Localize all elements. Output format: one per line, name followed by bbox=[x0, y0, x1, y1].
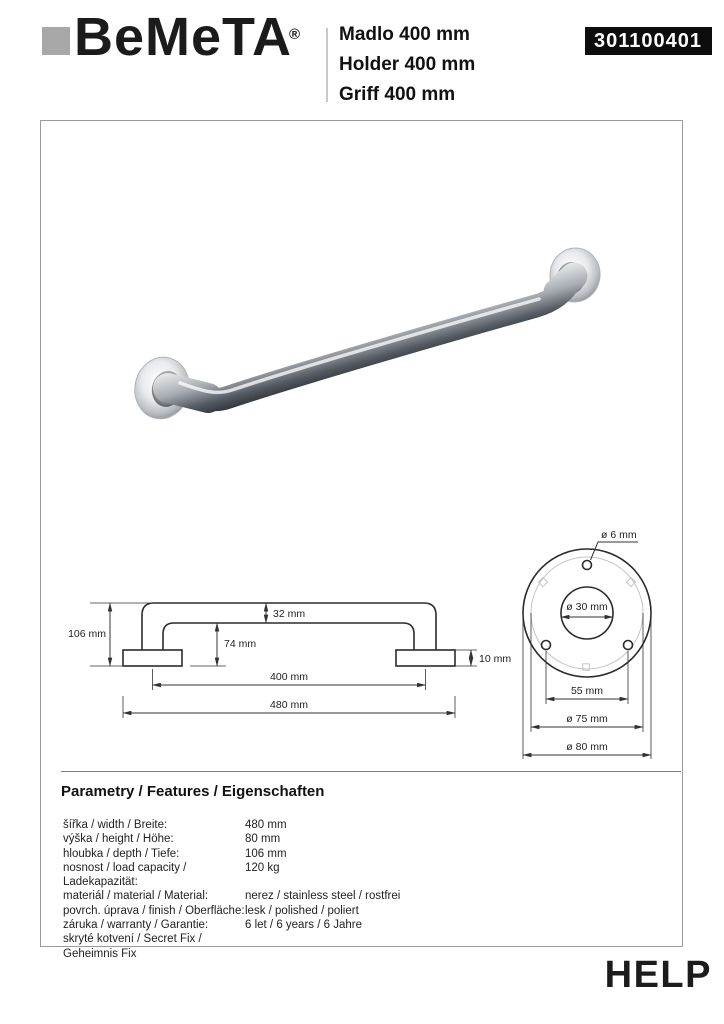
parameter-value: 80 mm bbox=[245, 833, 281, 846]
product-title-czech: Madlo 400 mm bbox=[339, 24, 470, 45]
grab-bar-tube bbox=[168, 276, 574, 400]
dim-depth-label: 74 mm bbox=[224, 638, 257, 650]
parameter-row-warranty bbox=[63, 918, 663, 932]
dim-hole-spacing-label: 55 mm bbox=[570, 685, 604, 697]
dimension-480mm bbox=[123, 696, 455, 718]
product-title-german: Griff 400 mm bbox=[339, 84, 456, 105]
dimension-75mm bbox=[531, 613, 643, 732]
logo-square-icon bbox=[42, 27, 70, 55]
dim-outer-diameter-label: ø 80 mm bbox=[566, 741, 608, 753]
parameters-table bbox=[63, 818, 663, 961]
parameter-label: povrch. úprava / finish / Oberfläche: bbox=[63, 904, 245, 917]
parameter-row-load-capacity bbox=[63, 861, 663, 890]
parameter-value: nerez / stainless steel / rostfrei bbox=[245, 890, 401, 903]
dimension-74mm bbox=[190, 623, 256, 666]
product-photo bbox=[80, 140, 642, 462]
parameter-value: 106 mm bbox=[245, 847, 287, 860]
dimension-106mm bbox=[68, 603, 152, 666]
parameter-row-width bbox=[63, 818, 663, 832]
dim-centers-label: 400 mm bbox=[270, 671, 308, 683]
dim-screw-hole-label: ø 6 mm bbox=[601, 529, 637, 541]
dim-bolt-circle-label: ø 75 mm bbox=[566, 713, 608, 725]
parameter-label: materiál / material / Material: bbox=[63, 890, 209, 903]
parameter-value: 120 kg bbox=[245, 861, 280, 874]
product-code-badge bbox=[585, 27, 712, 55]
dim-tube-label: 32 mm bbox=[273, 608, 306, 620]
parameter-row-secret-fix bbox=[63, 932, 663, 961]
content-frame bbox=[40, 120, 683, 960]
parameter-value bbox=[245, 932, 663, 961]
dim-plate-label: 10 mm bbox=[479, 653, 512, 665]
parameter-row-height bbox=[63, 832, 663, 846]
help-brand-logo: HELP bbox=[604, 954, 712, 996]
brand-logo: BeMeTA bbox=[74, 7, 293, 67]
parameter-row-depth bbox=[63, 847, 663, 861]
dim-width-label: 480 mm bbox=[270, 699, 308, 711]
dimension-400mm bbox=[153, 669, 426, 690]
parameter-label: šířka / width / Breite: bbox=[63, 819, 168, 831]
section-divider bbox=[61, 771, 681, 772]
parameter-label: nosnost / load capacity / Ladekapazität: bbox=[63, 861, 187, 889]
parameter-label: výška / height / Höhe: bbox=[63, 833, 174, 846]
parameter-row-material bbox=[63, 889, 663, 903]
dimension-30mm bbox=[561, 601, 613, 617]
dim-height-label: 106 mm bbox=[68, 628, 106, 640]
parameters-heading: Parametry / Features / Eigenschaften bbox=[61, 783, 325, 800]
header-divider bbox=[326, 28, 328, 102]
parameter-row-finish bbox=[63, 904, 663, 918]
parameter-label: záruka / warranty / Garantie: bbox=[63, 919, 209, 932]
parameter-value: lesk / polished / poliert bbox=[245, 904, 359, 917]
technical-drawing-side-view bbox=[60, 570, 520, 770]
technical-drawing-flange-view bbox=[505, 520, 680, 770]
product-title-english: Holder 400 mm bbox=[339, 54, 476, 75]
product-titles bbox=[339, 20, 475, 110]
parameter-value: 6 let / 6 years / 6 Jahre bbox=[245, 919, 362, 932]
dimension-10mm bbox=[455, 650, 511, 666]
parameter-value: 480 mm bbox=[245, 819, 287, 831]
product-code: 301100401 bbox=[594, 29, 703, 52]
registered-trademark-icon: ® bbox=[289, 26, 301, 43]
dim-center-hole-label: ø 30 mm bbox=[566, 601, 608, 613]
flange-profile bbox=[523, 549, 651, 677]
dimension-32mm bbox=[266, 603, 305, 623]
parameter-label: skryté kotvení / Secret Fix / Geheimnis Fix bbox=[63, 933, 202, 960]
parameter-label: hloubka / depth / Tiefe: bbox=[63, 847, 180, 860]
